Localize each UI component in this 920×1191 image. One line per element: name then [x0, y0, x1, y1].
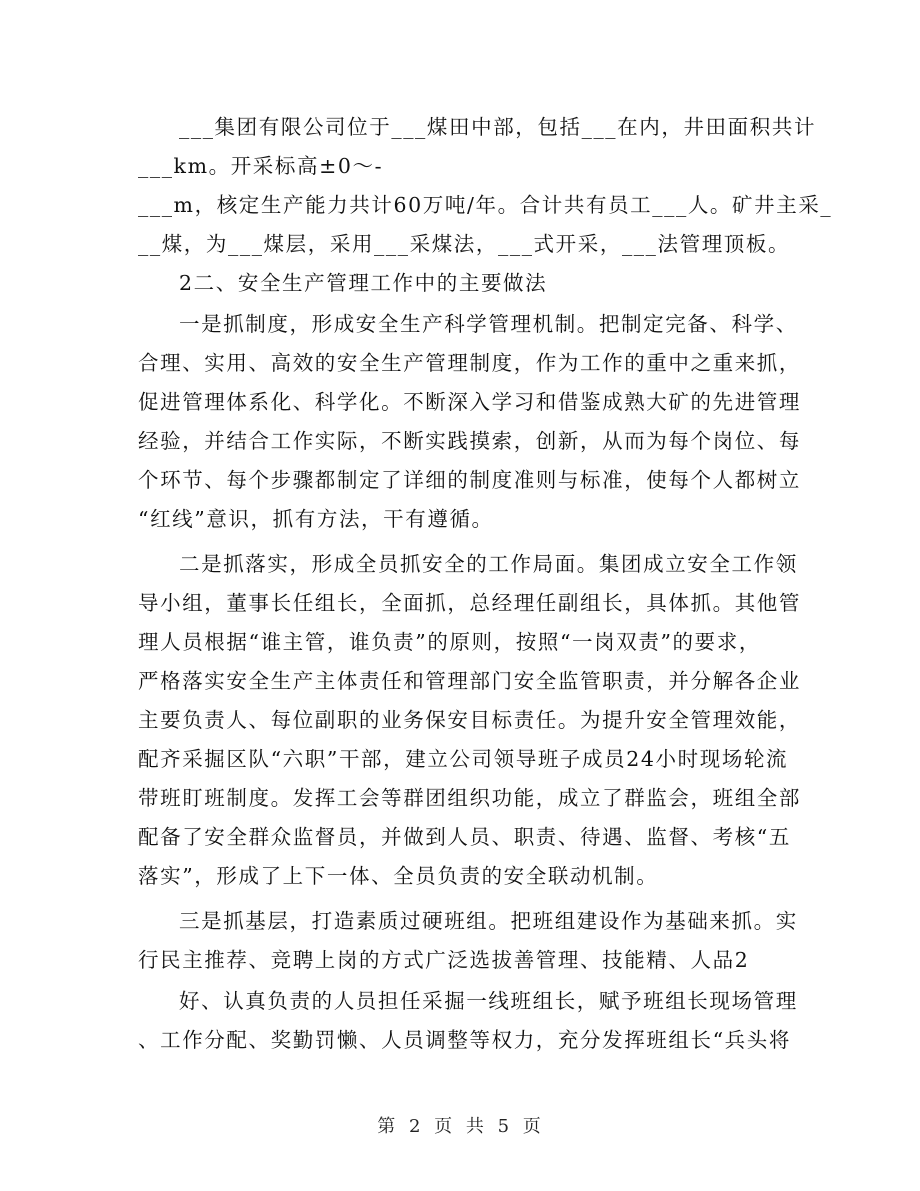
text-line: 行民主推荐、竞聘上岗的方式广泛选拔善管理、技能精、人品2	[138, 948, 750, 972]
text-line: 合理、实用、高效的安全生产管理制度，作为工作的重中之重来抓，	[138, 351, 801, 375]
text-line: 带班盯班制度。发挥工会等群团组织功能，成立了群监会，班组全部	[138, 786, 801, 810]
page-footer	[0, 1112, 920, 1138]
text-line: 好、认真负责的人员担任采掘一线班组长，赋予班组长现场管理	[179, 989, 798, 1013]
text-line: 促进管理体系化、科学化。不断深入学习和借鉴成熟大矿的先进管理	[138, 390, 801, 414]
text-line: 配备了安全群众监督员，并做到人员、职责、待遇、监督、考核“五	[138, 825, 791, 849]
page-label-mid: 页	[434, 1116, 455, 1137]
document-body	[138, 108, 833, 1060]
text-line: ___km。开采标高±0～-	[138, 154, 384, 178]
text-line: 二是抓落实，形成全员抓安全的工作局面。集团成立安全工作领	[179, 552, 798, 576]
text-line: ___集团有限公司位于___煤田中部，包括___在内，井田面积共计	[179, 115, 817, 139]
current-page-number: 2	[408, 1116, 423, 1137]
page-label-prefix: 第	[377, 1116, 398, 1137]
text-line: 三是抓基层，打造素质过硬班组。把班组建设作为基础来抓。实	[179, 909, 798, 933]
text-line: 个环节、每个步骤都制定了详细的制度准则与标准，使每个人都树立	[138, 468, 801, 492]
total-pages-number: 5	[497, 1116, 512, 1137]
text-line: “红线”意识，抓有方法，干有遵循。	[138, 507, 494, 531]
text-line: 配齐采掘区队“六职”干部，建立公司领导班子成员24小时现场轮流	[138, 747, 789, 771]
text-line: __煤，为___煤层，采用___采煤法，___式开采，___法管理顶板。	[138, 232, 791, 256]
text-line: 落实”，形成了上下一体、全员负责的安全联动机制。	[138, 864, 659, 888]
page-label-total-prefix: 共	[465, 1116, 486, 1137]
text-line: 主要负责人、每位副职的业务保安目标责任。为提升安全管理效能，	[138, 708, 801, 732]
text-line: ___m，核定生产能力共计60万吨/年。合计共有员工___人。矿井主采_	[138, 193, 833, 217]
section-heading: 2二、安全生产管理工作中的主要做法	[179, 271, 548, 295]
page-label-suffix: 页	[522, 1116, 543, 1137]
text-line: 严格落实安全生产主体责任和管理部门安全监管职责，并分解各企业	[138, 669, 801, 693]
text-line: 、工作分配、奖勤罚懒、人员调整等权力，充分发挥班组长“兵头将	[138, 1028, 791, 1052]
text-line: 导小组，董事长任组长，全面抓，总经理任副组长，具体抓。其他管	[138, 591, 801, 615]
text-line: 一是抓制度，形成安全生产科学管理机制。把制定完备、科学、	[179, 312, 798, 336]
text-line: 经验，并结合工作实际，不断实践摸索，创新，从而为每个岗位、每	[138, 429, 801, 453]
text-line: 理人员根据“谁主管，谁负责”的原则，按照“一岗双责”的要求，	[138, 630, 761, 654]
